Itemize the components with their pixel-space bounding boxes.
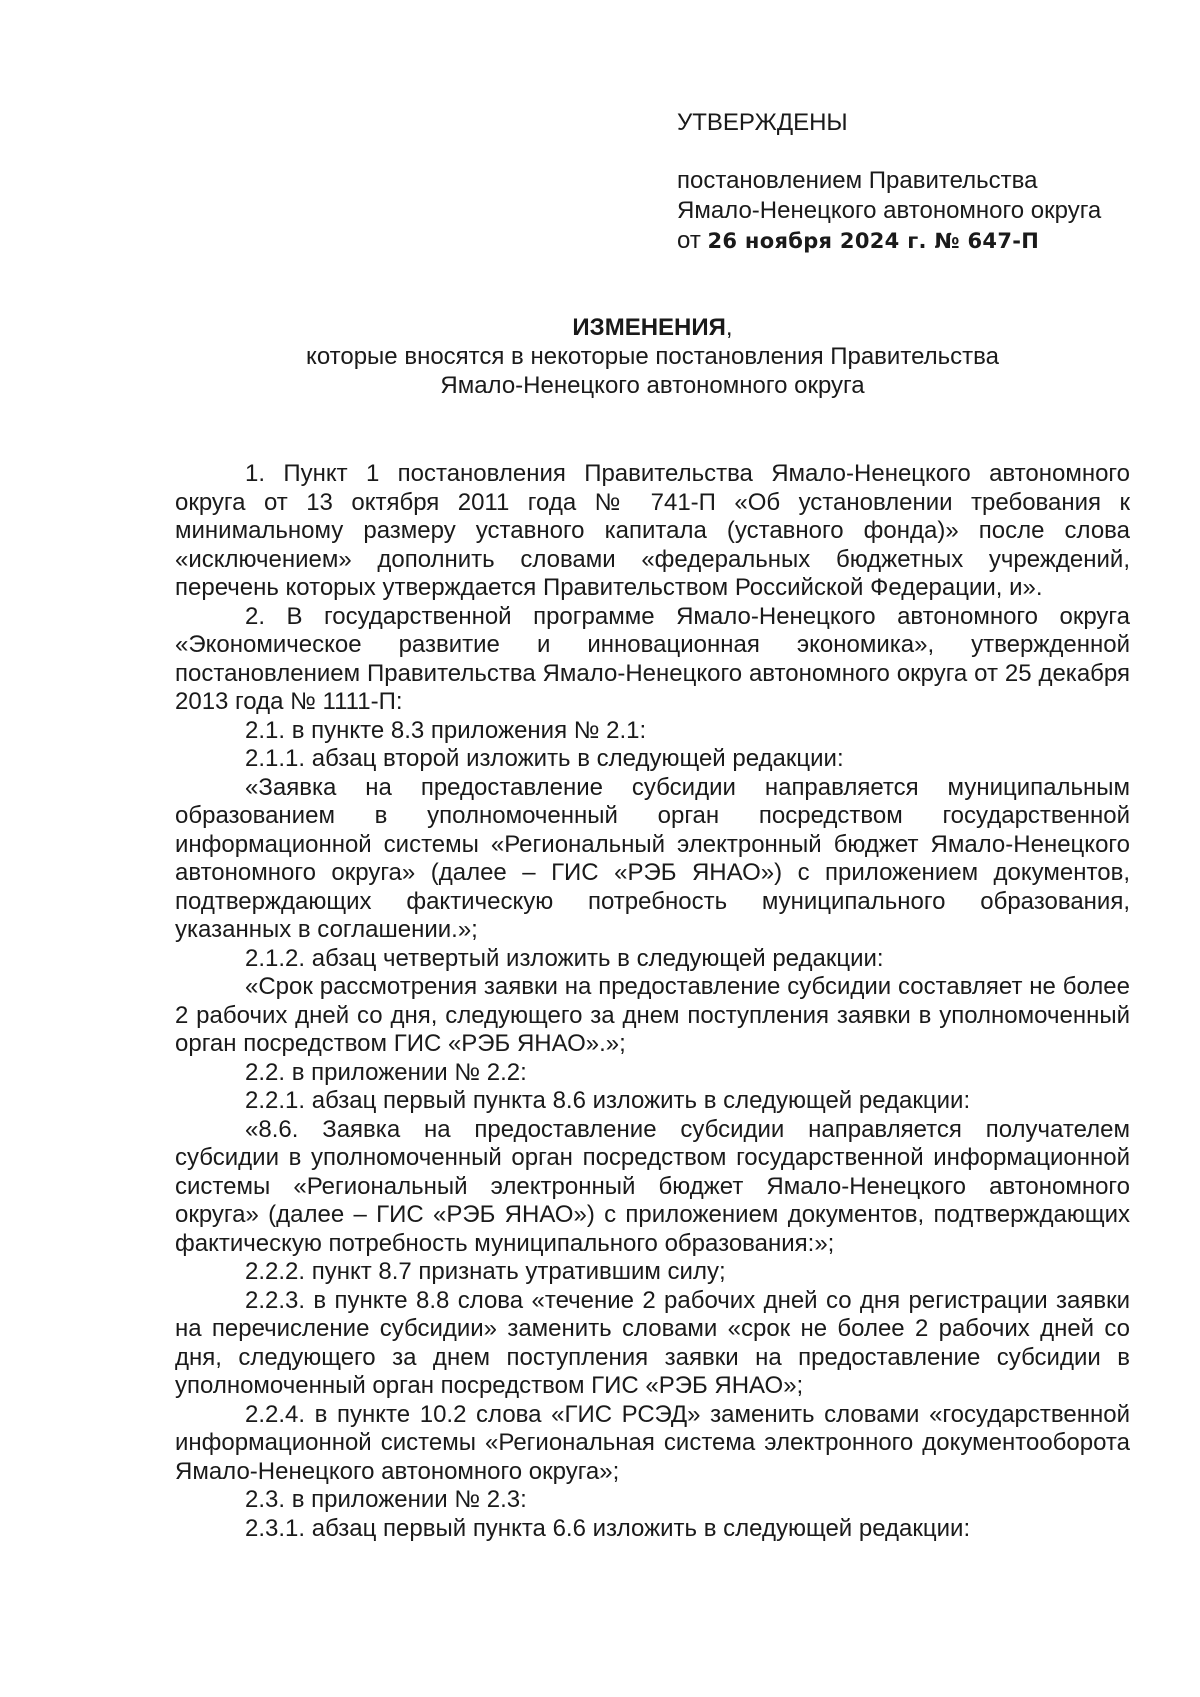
paragraph-2-1: 2.1. в пункте 8.3 приложения № 2.1: <box>245 716 647 744</box>
heading-subtitle-2: Ямало-Ненецкого автономного округа <box>440 372 865 399</box>
paragraph-2-3-1: 2.3.1. абзац первый пункта 6.6 изложить в следующей редакции: <box>245 1514 971 1542</box>
heading-title-line <box>175 313 1130 342</box>
paragraph-2-1-2-text: «Срок рассмотрения заявки на предоставление субсидии составляет не более 2 рабочих дней со дня, следующего за днем поступления заявки в уполномоченный орган посредством ГИС «РЭБ ЯНАО».»; <box>175 973 1130 1057</box>
paragraph-2-1-1-text: «Заявка на предоставление субсидии направляется муниципальным образованием в уполномоченный орган посредством государственной информационной системы «Региональный электронный бюджет Ямало-Ненецкого автономного округа» (далее – ГИС «РЭБ ЯНАО») с приложением документов, подтверждающих фактическую потребность муниципального образования, указанных в соглашении.»; <box>175 773 1130 943</box>
paragraph-2-2-4: 2.2.4. в пункте 10.2 слова «ГИС РСЭД» заменить словами «государственной информационной системы «Региональная система электронного документооборота Ямало-Ненецкого автономного округа»; <box>175 1400 1130 1485</box>
paragraph-2-2-1-text: «8.6. Заявка на предоставление субсидии направляется получателем субсидии в уполномоченный орган посредством государственной информационной системы «Региональный электронный бюджет Ямало-Ненецкого автономного округа» (далее – ГИС «РЭБ ЯНАО») с приложением документов, подтверждающих фактическую потребность муниципального образования:»; <box>175 1115 1130 1257</box>
approval-date-number: 26 ноября 2024 г. № 647-П <box>707 229 1040 253</box>
approval-line-1: постановлением Правительства <box>677 167 1038 194</box>
heading-subtitle-1: которые вносятся в некоторые постановления Правительства <box>306 343 999 370</box>
approval-from: от <box>677 227 701 254</box>
paragraph-2-2-3: 2.2.3. в пункте 8.8 слова «течение 2 рабочих дней со дня регистрации заявки на перечисление субсидии» заменить словами «срок не более 2 рабочих дней со дня, следующего за днем поступления заявки на предоставление субсидии в уполномоченный орган посредством ГИС «РЭБ ЯНАО»; <box>175 1286 1130 1399</box>
approval-block <box>677 108 1157 256</box>
paragraph-2: 2. В государственной программе Ямало-Ненецкого автономного округа «Экономическое развитие и инновационная экономика», утвержденной постановлением Правительства Ямало-Ненецкого автономного округа от 25 декабря 2013 года № 1111-П: <box>175 602 1130 715</box>
paragraph-2-2-2: 2.2.2. пункт 8.7 признать утратившим силу; <box>245 1258 726 1285</box>
paragraph-2-2-1: 2.2.1. абзац первый пункта 8.6 изложить в следующей редакции: <box>245 1087 971 1114</box>
document-body <box>175 460 1130 1543</box>
document-heading <box>175 313 1130 400</box>
paragraph-2-1-1: 2.1.1. абзац второй изложить в следующей редакции: <box>245 745 844 772</box>
approval-line-2: Ямало-Ненецкого автономного округа <box>677 197 1102 224</box>
approval-date-line <box>677 226 1157 256</box>
approval-title: УТВЕРЖДЕНЫ <box>677 109 848 136</box>
paragraph-2-3: 2.3. в приложении № 2.3: <box>245 1486 527 1513</box>
paragraph-2-2: 2.2. в приложении № 2.2: <box>245 1058 527 1086</box>
heading-comma: , <box>725 314 733 341</box>
heading-title: ИЗМЕНЕНИЯ <box>572 314 726 341</box>
paragraph-2-1-2: 2.1.2. абзац четвертый изложить в следующей редакции: <box>245 944 884 972</box>
paragraph-1: 1. Пункт 1 постановления Правительства Ямало-Ненецкого автономного округа от 13 октября 2011 года № 741-П «Об установлении требования к минимальному размеру уставного капитала (уставного фонда)» после слова «исключением» дополнить словами «федеральных бюджетных учреждений, перечень которых утверждается Правительством Российской Федерации, и». <box>175 460 1130 601</box>
